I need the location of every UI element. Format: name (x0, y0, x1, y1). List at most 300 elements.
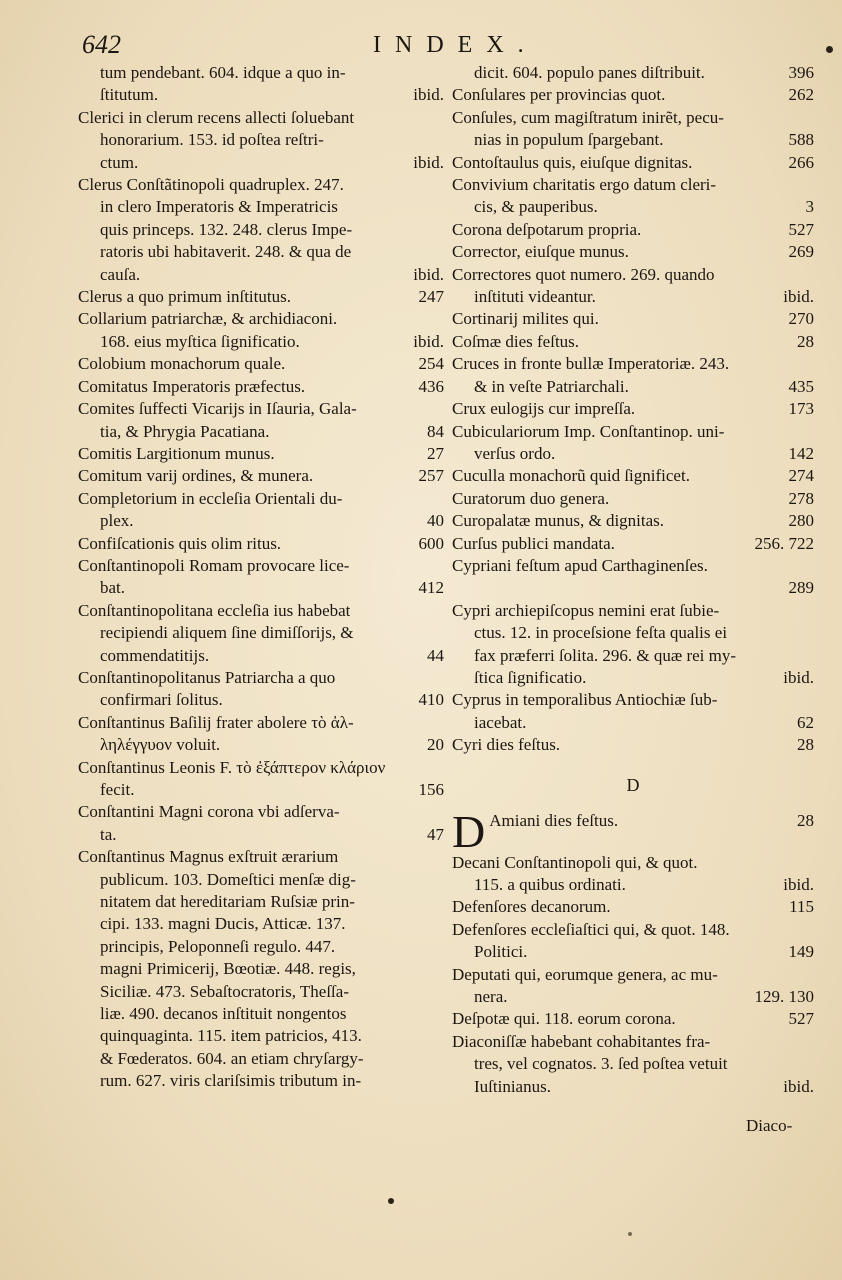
page-reference: 436 (418, 376, 444, 396)
page-reference: ibid. (413, 331, 444, 351)
entry-text: Corrector, eiuſque munus. (452, 242, 629, 262)
page-reference (438, 1048, 444, 1070)
entry-text: Defenſores decanorum. (452, 897, 611, 917)
index-line (78, 286, 444, 308)
index-line (78, 824, 444, 846)
index-entry (78, 600, 444, 667)
entry-text: nitatem dat hereditariam Ruſsiæ prin- (100, 892, 355, 912)
index-entry (452, 919, 814, 964)
index-line (78, 891, 444, 913)
index-line (452, 1076, 814, 1098)
index-entry (452, 152, 814, 174)
index-line (452, 533, 814, 555)
index-line (78, 936, 444, 958)
page-reference (438, 107, 444, 129)
page-reference (438, 174, 444, 196)
index-line (452, 286, 814, 308)
index-column-left (78, 62, 444, 1093)
page-reference: 396 (788, 63, 814, 82)
index-line (452, 1031, 814, 1053)
page-reference (438, 241, 444, 263)
index-line (78, 353, 444, 375)
index-entry (452, 533, 814, 555)
entry-text: Curſus publici mandata. (452, 533, 615, 553)
entry-text: Cuculla monachorũ quid ſignificet. (452, 466, 690, 486)
entry-text: Collarium patriarchæ, & archidiaconi. (78, 309, 338, 329)
index-line (78, 129, 444, 151)
section-d-first-entry (452, 805, 814, 857)
page-reference (438, 958, 444, 980)
page-reference (808, 107, 814, 129)
page-reference (438, 129, 444, 151)
page-reference: 84 (427, 421, 444, 441)
page-reference: ibid. (413, 152, 444, 172)
page-reference (438, 757, 444, 779)
entry-text: Confiſcationis quis olim ritus. (78, 533, 282, 553)
dropcap-letter: D (452, 805, 486, 857)
index-line (78, 376, 444, 398)
entry-text: publicum. 103. Domeſtici menſæ dig- (100, 869, 356, 889)
index-entry (78, 308, 444, 353)
index-line (78, 667, 444, 689)
page-reference: 173 (788, 399, 814, 419)
entry-text: Conſtantini Magni corona vbi adſerva- (78, 802, 340, 822)
page-reference: 44 (427, 645, 444, 665)
index-line (78, 734, 444, 756)
entry-text: Cypriani feſtum apud Carthaginenſes. (452, 555, 708, 575)
d-first-lines (452, 810, 814, 832)
index-line (452, 1053, 814, 1075)
entry-text: ctus. 12. in proceſsione feſta qualis ei (474, 623, 728, 643)
page-reference: ibid. (783, 667, 814, 687)
entry-text: Conſtantinus Leonis F. τὸ ἐξάπτερον κλάριον (78, 757, 386, 777)
page-reference: ibid. (413, 85, 444, 105)
section-d-entries (452, 852, 814, 1098)
page-reference: ibid. (413, 264, 444, 284)
page-reference: ibid. (783, 1076, 814, 1096)
entry-text: recipiendi aliquem ſine dimiſſorijs, & (100, 623, 354, 643)
index-entry (78, 488, 444, 533)
page-reference: ibid. (783, 875, 814, 894)
index-entry (78, 62, 444, 107)
index-line (78, 801, 444, 823)
index-line (452, 896, 814, 918)
page-reference: 269 (788, 242, 814, 262)
page-reference (808, 964, 814, 986)
index-line (452, 465, 814, 487)
page-reference (808, 1031, 814, 1053)
index-line (452, 667, 814, 689)
entry-text: Colobium monachorum quale. (78, 354, 286, 374)
page-reference (438, 600, 444, 622)
page-reference (438, 936, 444, 958)
page-reference (438, 846, 444, 868)
entry-text: ſtica ſignificatio. (474, 667, 587, 687)
page-reference (438, 913, 444, 935)
index-line (78, 645, 444, 667)
index-entry (78, 107, 444, 174)
entry-text: quis princeps. 132. 248. clerus Impe- (100, 219, 353, 239)
index-line (78, 465, 444, 487)
index-line (452, 353, 814, 375)
entry-text: Politici. (474, 942, 528, 962)
page-reference (438, 712, 444, 734)
index-line (78, 757, 444, 779)
entry-text: honorarium. 153. id poſtea reſtri- (100, 130, 324, 150)
ink-spot (826, 46, 833, 53)
index-line (452, 510, 814, 532)
entry-text: Comitatus Imperatoris præfectus. (78, 376, 306, 396)
entry-text: 115. a quibus ordinati. (474, 875, 626, 894)
entry-text: Diaconiſſæ habebant cohabitantes fra- (452, 1031, 711, 1051)
index-line (78, 1048, 444, 1070)
index-line (452, 964, 814, 986)
index-line (78, 689, 444, 711)
index-line (452, 219, 814, 241)
index-entry (452, 964, 814, 1009)
entry-text: dicit. 604. populo panes diſtribuit. (474, 63, 705, 82)
entry-text: cipi. 133. magni Ducis, Atticæ. 137. (100, 914, 346, 934)
index-line (452, 645, 814, 667)
index-entry (452, 398, 814, 420)
index-line (78, 913, 444, 935)
page-reference (808, 1053, 814, 1075)
entry-text: quinquaginta. 115. item patricios, 413. (100, 1026, 362, 1046)
index-line (78, 1070, 444, 1092)
entry-text: iacebat. (474, 712, 527, 732)
entry-text: & Fœderatos. 604. an etiam chryſargy- (100, 1048, 364, 1068)
index-entry (78, 555, 444, 600)
page-reference: 149 (788, 942, 814, 962)
entry-text: Contoſtaulus quis, eiuſque dignitas. (452, 152, 693, 172)
entry-text: Coſmæ dies feſtus. (452, 331, 580, 351)
page-reference: 40 (427, 511, 444, 531)
entry-text: Curopalatæ munus, & dignitas. (452, 511, 665, 531)
index-line (452, 986, 814, 1008)
entry-text: inſtituti videantur. (474, 287, 596, 307)
entry-text: plex. (100, 511, 134, 531)
entry-text: verſus ordo. (474, 443, 556, 463)
index-line (78, 779, 444, 801)
index-entry (452, 555, 814, 600)
entry-text: Clerus a quo primum inſtitutus. (78, 287, 291, 307)
entry-text: 168. eius myſtica ſignificatio. (100, 331, 300, 351)
page-reference: 256. 722 (754, 533, 814, 553)
entry-text: Iuſtinianus. (474, 1076, 551, 1096)
index-line (78, 219, 444, 241)
page-reference (438, 219, 444, 241)
catchword: Diaco- (746, 1116, 793, 1135)
entry-text: Conſtantinopoli Romam provocare lice- (78, 555, 350, 575)
entry-text: Completorium in eccleſia Orientali du- (78, 488, 343, 508)
entry-text: Clerici in clerum recens allecti ſoluebant (78, 107, 355, 127)
page-reference: 527 (788, 219, 814, 239)
index-line (78, 264, 444, 286)
page-reference (808, 421, 814, 443)
index-line (452, 152, 814, 174)
index-line (452, 308, 814, 330)
page-reference (808, 622, 814, 644)
index-entry (452, 241, 814, 263)
index-line (78, 308, 444, 330)
index-entry (452, 107, 814, 152)
index-line (452, 712, 814, 734)
entry-text: cis, & pauperibus. (474, 197, 598, 217)
entry-text: fax præferri ſolita. 296. & quæ rei my- (474, 645, 737, 665)
index-line (452, 421, 814, 443)
page-reference (438, 308, 444, 330)
index-entry (452, 600, 814, 690)
page-reference (438, 891, 444, 913)
index-line (452, 874, 814, 896)
index-entry (452, 1031, 814, 1098)
index-entry (78, 398, 444, 443)
entry-text: magni Primicerij, Bœotiæ. 448. regis, (100, 959, 356, 979)
page-reference: 47 (427, 824, 444, 844)
index-entry (452, 308, 814, 330)
index-line (452, 600, 814, 622)
entry-text: fecit. (100, 780, 135, 799)
index-line (452, 734, 814, 756)
index-entry (78, 174, 444, 286)
page-reference: ibid. (783, 287, 814, 307)
index-entry (452, 62, 814, 84)
page-reference: 274 (788, 466, 814, 486)
running-head: INDEX. (373, 32, 538, 58)
entry-text: Corona deſpotarum propria. (452, 219, 642, 239)
entry-text: Comitis Largitionum munus. (78, 443, 275, 463)
index-line (78, 84, 444, 106)
page-reference: 28 (797, 735, 814, 755)
page-reference (438, 869, 444, 891)
page-reference (808, 645, 814, 667)
index-entry (452, 264, 814, 309)
index-entry (78, 712, 444, 757)
entry-text: ctum. (100, 152, 139, 172)
page-reference: 254 (418, 354, 444, 374)
page-reference: 289 (788, 578, 814, 598)
page-reference: 588 (788, 130, 814, 150)
index-entry (78, 846, 444, 1092)
entry-text: Conſtantinus Baſilij frater abolere τὸ ἀλ- (78, 712, 354, 732)
index-line (78, 510, 444, 532)
index-entry (452, 852, 814, 897)
page-reference: 435 (788, 376, 814, 396)
page-reference (438, 622, 444, 644)
index-line (452, 919, 814, 941)
entry-text: commendatitijs. (100, 645, 210, 665)
entry-text: Conſtantinus Magnus exſtruit ærarium (78, 847, 339, 867)
index-line (78, 981, 444, 1003)
page-reference (808, 174, 814, 196)
page-reference: 266 (788, 152, 814, 172)
entry-text: Conſtantinopolitanus Patriarcha a quo (78, 667, 336, 687)
index-line (78, 331, 444, 353)
index-entry (78, 376, 444, 398)
index-line (452, 331, 814, 353)
page-reference (438, 398, 444, 420)
entry-text: Cypri archiepiſcopus nemini erat ſubie- (452, 600, 720, 620)
entry-text: Deſpotæ qui. 118. eorum corona. (452, 1009, 676, 1029)
entry-text: Convivium charitatis ergo datum cleri- (452, 175, 717, 195)
entry-text: ta. (100, 824, 117, 844)
page-reference: 278 (788, 488, 814, 508)
index-line (452, 376, 814, 398)
index-line (78, 533, 444, 555)
entry-text: nias in populum ſpargebant. (474, 130, 664, 150)
index-entry (78, 353, 444, 375)
page-reference (438, 62, 444, 84)
page-reference: 3 (805, 197, 814, 217)
index-entry (78, 533, 444, 555)
index-line (452, 84, 814, 106)
index-line (452, 398, 814, 420)
index-entry (78, 757, 444, 802)
index-line (452, 622, 814, 644)
index-line (452, 196, 814, 218)
entry-text: Defenſores eccleſiaſtici qui, & quot. 148. (452, 919, 730, 939)
index-line (78, 196, 444, 218)
index-line (489, 810, 814, 832)
page-reference: 115 (789, 897, 814, 917)
entry-text: rum. 627. viris clariſsimis tributum in- (100, 1071, 362, 1091)
page-reference (438, 801, 444, 823)
page-number: 642 (82, 30, 121, 59)
index-line (78, 1003, 444, 1025)
page-reference: 270 (788, 309, 814, 329)
index-line (78, 846, 444, 868)
entry-text: Deputati qui, eorumque genera, ac mu- (452, 964, 718, 984)
index-entry (452, 689, 814, 734)
entry-text: Cyri dies feſtus. (452, 735, 561, 755)
index-line (78, 600, 444, 622)
index-line (78, 1025, 444, 1047)
index-entry (452, 896, 814, 918)
index-line (452, 577, 814, 599)
entry-text: Cruces in fronte bullæ Imperatoriæ. 243. (452, 354, 730, 374)
index-entry (78, 443, 444, 465)
page-reference: 257 (418, 466, 444, 486)
entry-text: ratoris ubi habitaverit. 248. & qua de (100, 242, 352, 262)
index-entry (452, 488, 814, 510)
page-reference (808, 919, 814, 941)
index-entry (78, 286, 444, 308)
entry-text: Decani Conſtantinopoli qui, & quot. (452, 852, 698, 872)
page-reference (438, 667, 444, 689)
entry-text: Cortinarij milites qui. (452, 309, 599, 329)
page-reference (438, 1070, 444, 1092)
index-line (78, 488, 444, 510)
index-line (452, 264, 814, 286)
page-reference (438, 196, 444, 218)
index-entry (78, 667, 444, 712)
index-entry (452, 510, 814, 532)
page-reference (438, 1003, 444, 1025)
entry-text: in clero Imperatoris & Imperatricis (100, 197, 338, 217)
entry-text: Conſulares per provincias quot. (452, 85, 666, 105)
page-reference: 28 (797, 331, 814, 351)
index-entry (452, 174, 814, 219)
page-reference (808, 353, 814, 375)
index-column-right (452, 62, 814, 1098)
entry-text: Comites ſuffecti Vicarijs in Iſauria, Gala- (78, 399, 357, 419)
entry-text: ληλέγγυον voluit. (100, 735, 221, 755)
entry-text: bat. (100, 578, 126, 598)
entry-text: tia, & Phrygia Pacatiana. (100, 421, 270, 441)
page-reference: 412 (418, 578, 444, 598)
right-entries (452, 62, 814, 757)
page-reference (808, 555, 814, 577)
entry-text: Amiani dies feſtus. (489, 810, 619, 830)
entry-text: Cyprus in temporalibus Antiochiæ ſub- (452, 690, 718, 710)
section-letter-d: D (626, 774, 640, 795)
entry-text: Curatorum duo genera. (452, 488, 610, 508)
ink-spot (628, 1232, 632, 1236)
index-line (78, 577, 444, 599)
index-entry (78, 465, 444, 487)
page-reference (808, 689, 814, 711)
entry-text: confirmari ſolitus. (100, 690, 223, 710)
page-reference (808, 600, 814, 622)
page-reference: 410 (418, 690, 444, 710)
index-line (78, 241, 444, 263)
page-reference: 142 (788, 443, 814, 463)
index-entry (78, 801, 444, 846)
index-line (452, 443, 814, 465)
page-reference (438, 555, 444, 577)
index-line (452, 852, 814, 874)
page-reference: 262 (788, 85, 814, 105)
entry-text: liæ. 490. decanos inſtituit nongentos (100, 1004, 347, 1024)
page-reference (438, 1025, 444, 1047)
entry-text: Conſules, cum magiſtratum inirẽt, pecu- (452, 107, 724, 127)
page-reference: 527 (788, 1009, 814, 1029)
page-reference: 20 (427, 735, 444, 755)
index-line (78, 712, 444, 734)
index-line (452, 689, 814, 711)
page-reference: 280 (788, 511, 814, 531)
page-reference: 27 (427, 443, 444, 463)
page-header (0, 30, 842, 60)
index-line (452, 62, 814, 84)
entry-text: Conſtantinopolitana eccleſia ius habebat (78, 600, 351, 620)
index-line (78, 421, 444, 443)
page-reference: 600 (418, 533, 444, 553)
index-line (452, 1008, 814, 1030)
index-line (78, 622, 444, 644)
index-line (452, 129, 814, 151)
index-line (78, 555, 444, 577)
index-line (78, 443, 444, 465)
index-line (78, 174, 444, 196)
index-line (452, 941, 814, 963)
index-line (452, 107, 814, 129)
index-entry (452, 421, 814, 466)
index-entry (452, 219, 814, 241)
ink-spot (388, 1198, 394, 1204)
entry-text: ſtitutum. (100, 85, 159, 105)
entry-text: tum pendebant. 604. idque a quo in- (100, 63, 346, 82)
page-reference: 28 (797, 810, 814, 830)
entry-text: tres, vel cognatos. 3. ſed poſtea vetuit (474, 1054, 728, 1074)
index-line (78, 107, 444, 129)
page-reference (808, 264, 814, 286)
page-reference: 62 (797, 712, 814, 732)
page-reference (438, 981, 444, 1003)
index-line (78, 398, 444, 420)
index-entry (452, 84, 814, 106)
entry-text: Correctores quot numero. 269. quando (452, 264, 715, 284)
